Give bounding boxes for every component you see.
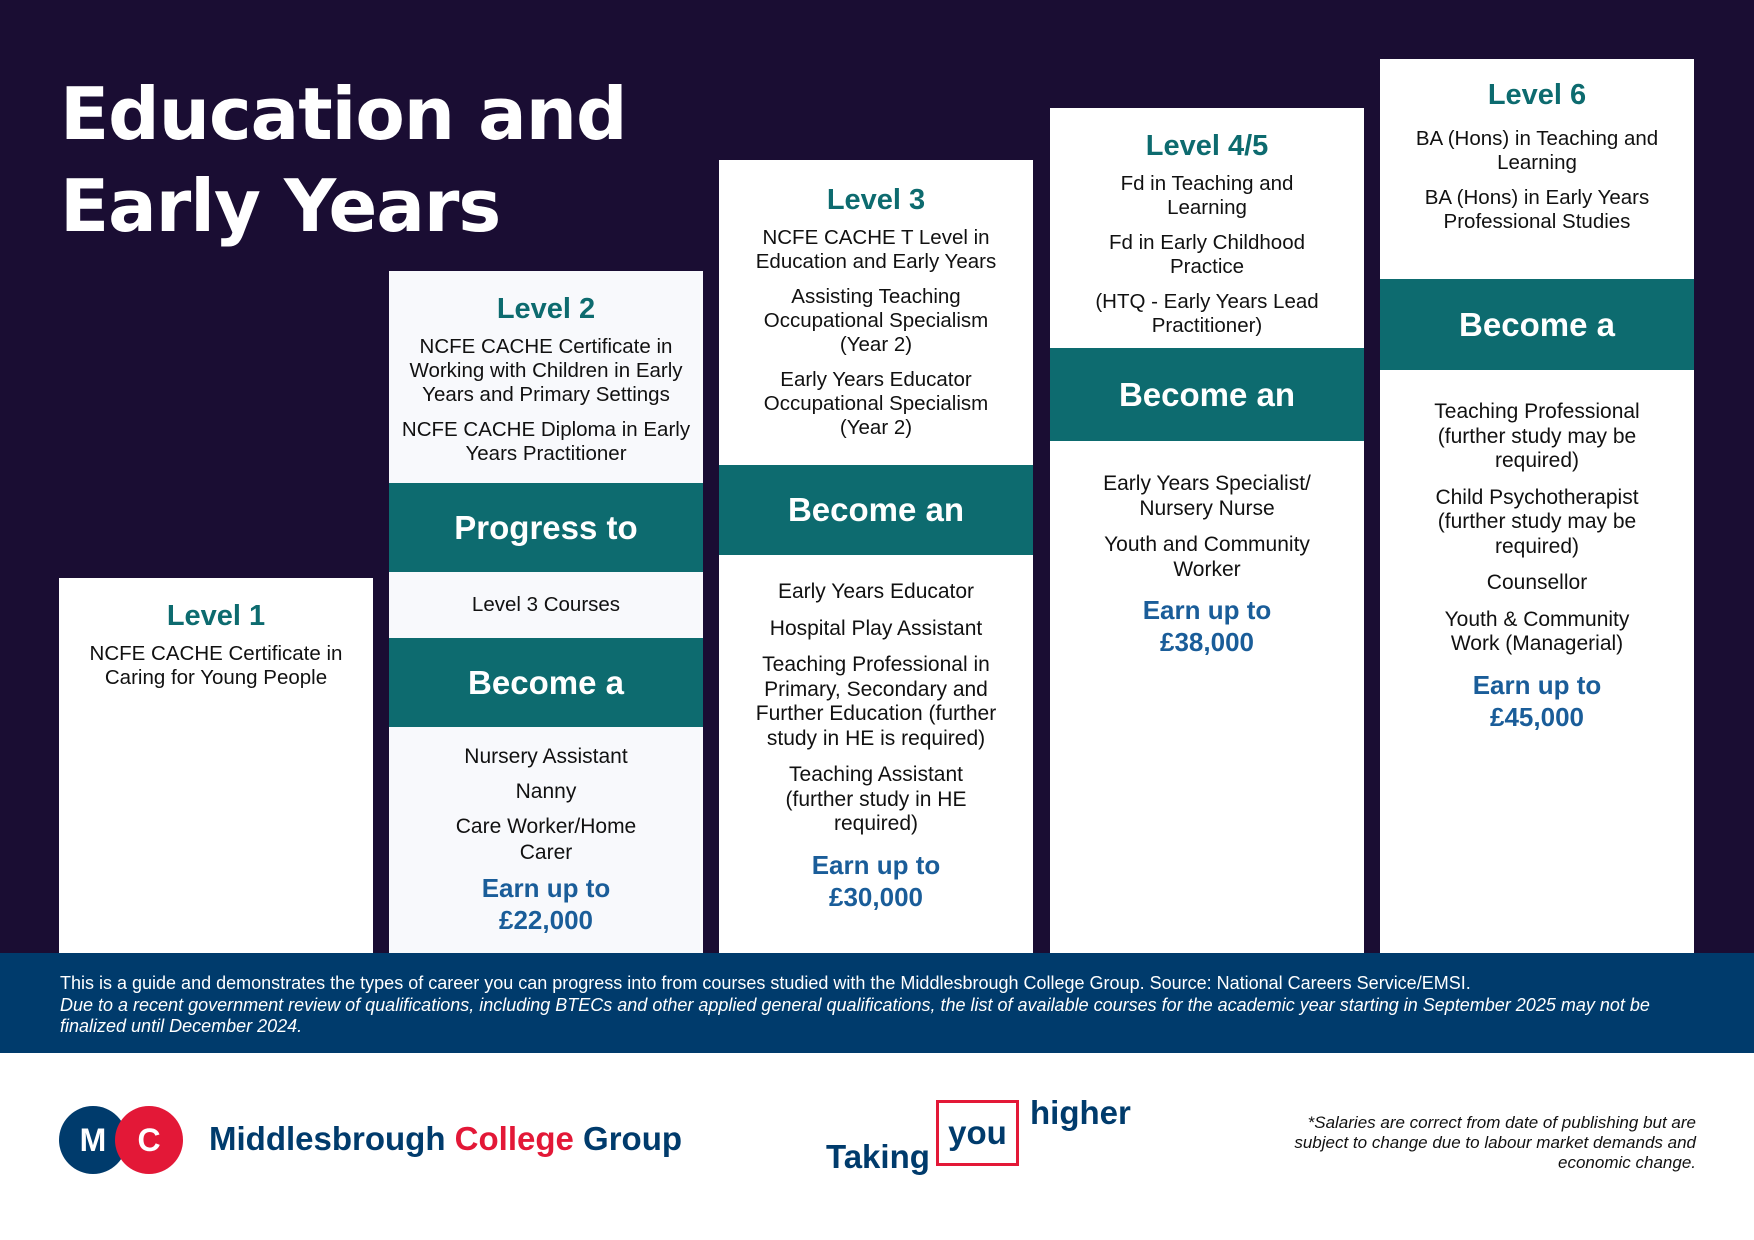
level-2-column: [389, 271, 703, 953]
m-circle-icon: M: [59, 1106, 127, 1174]
tagline-you-box: [936, 1100, 1019, 1166]
role-item: Early Years Educator: [777, 580, 975, 603]
role-list: [1050, 472, 1364, 658]
course-item: NCFE CACHE Diploma in Early Years Practitioner: [401, 418, 691, 465]
level-1-column: [59, 578, 373, 953]
role-item: Care Worker/Home Carer: [455, 815, 637, 864]
level-3-column: [719, 160, 1033, 953]
earn-label: Earn up to: [1472, 669, 1602, 700]
become-band: Become an: [1050, 348, 1364, 441]
course-item: NCFE CACHE Certificate in Caring for Young People: [89, 642, 343, 689]
information-strip: [0, 953, 1754, 1053]
course-item: Early Years Educator Occupational Specialism (Year 2): [763, 368, 989, 439]
course-item: BA (Hons) in Early Years Professional Studies: [1424, 186, 1650, 233]
salary-value: £38,000: [1160, 627, 1254, 657]
course-list: [59, 642, 373, 701]
course-list: [389, 335, 703, 477]
brand-part-1: Middlesbrough: [209, 1120, 446, 1157]
become-band: Become a: [1380, 279, 1694, 370]
tagline-taking: Taking: [826, 1138, 930, 1175]
earn-label: Earn up to: [1142, 595, 1272, 625]
role-item: Hospital Play Assistant: [769, 616, 983, 640]
level-4-5-column: [1050, 108, 1364, 953]
course-list: [719, 226, 1033, 451]
salary-value: £30,000: [829, 881, 923, 912]
role-item: Child Psychotherapist (further study may be required): [1435, 485, 1639, 558]
earn-label: Earn up to: [481, 873, 611, 903]
course-item: BA (Hons) in Teaching and Learning: [1415, 127, 1659, 174]
level-heading: Level 6: [1487, 79, 1587, 111]
brand-part-3: Group: [583, 1120, 683, 1157]
role-list: [719, 580, 1033, 913]
brand-name: [209, 1120, 682, 1158]
tagline-higher: higher: [1030, 1094, 1131, 1131]
become-band: Become an: [719, 465, 1033, 555]
become-band: Become a: [389, 638, 703, 727]
qualification-note: Due to a recent government review of qualifications, including BTECs and other applied general qualifications, the list of available courses for the academic year starting in September 2025 may not be finalized until December 2024.: [60, 994, 1650, 1036]
level-heading: Level 1: [166, 600, 266, 632]
course-list: [1050, 172, 1364, 349]
salary-value: £45,000: [1490, 701, 1584, 732]
tagline-you: you: [948, 1114, 1007, 1151]
page-title: [60, 68, 627, 252]
progress-to-band: Progress to: [389, 483, 703, 572]
course-item: (HTQ - Early Years Lead Practitioner): [1095, 290, 1319, 337]
course-item: Assisting Teaching Occupational Specialism (Year 2): [763, 285, 989, 356]
role-item: Nanny: [515, 779, 577, 803]
role-item: Nursery Assistant: [464, 745, 628, 768]
role-item: Youth & Community Work (Managerial): [1444, 607, 1630, 655]
title-line-1: Education and: [60, 72, 627, 156]
course-item: NCFE CACHE T Level in Education and Early Years: [755, 226, 997, 273]
guide-text: This is a guide and demonstrates the types of career you can progress into from courses studied with the Middlesbrough College Group. Source: National Careers Service/EMSI.: [60, 973, 1471, 993]
role-list: [1380, 400, 1694, 733]
title-line-2: Early Years: [60, 164, 501, 248]
role-item: Teaching Assistant (further study in HE required): [785, 763, 967, 835]
tagline: [826, 1094, 1146, 1190]
role-item: Teaching Professional (further study may be required): [1434, 400, 1640, 472]
course-item: Fd in Teaching and Learning: [1120, 172, 1294, 219]
level-heading: Level 2: [496, 293, 596, 325]
role-item: Counsellor: [1486, 571, 1588, 594]
salary-value: £22,000: [499, 905, 593, 935]
progress-item: Level 3 Courses: [471, 593, 621, 616]
brand-part-2: College: [454, 1120, 574, 1157]
college-logo: [59, 1106, 739, 1174]
course-list: [1380, 127, 1694, 245]
level-heading: Level 3: [826, 184, 926, 216]
earn-label: Earn up to: [811, 849, 941, 880]
salary-disclaimer: *Salaries are correct from date of publishing but are subject to change due to labour market demands and economic change.: [1294, 1113, 1696, 1172]
level-heading: Level 4/5: [1145, 130, 1269, 162]
role-item: Youth and Community Worker: [1104, 533, 1310, 581]
course-item: Fd in Early Childhood Practice: [1109, 231, 1305, 278]
course-item: NCFE CACHE Certificate in Working with Children in Early Years and Primary Settings: [409, 335, 683, 406]
c-circle-icon: C: [115, 1106, 183, 1174]
role-item: Teaching Professional in Primary, Secondary and Further Education (further study in HE is required): [755, 653, 997, 750]
level-6-column: [1380, 59, 1694, 953]
role-item: Early Years Specialist/ Nursery Nurse: [1103, 472, 1311, 520]
role-list: [389, 745, 703, 936]
